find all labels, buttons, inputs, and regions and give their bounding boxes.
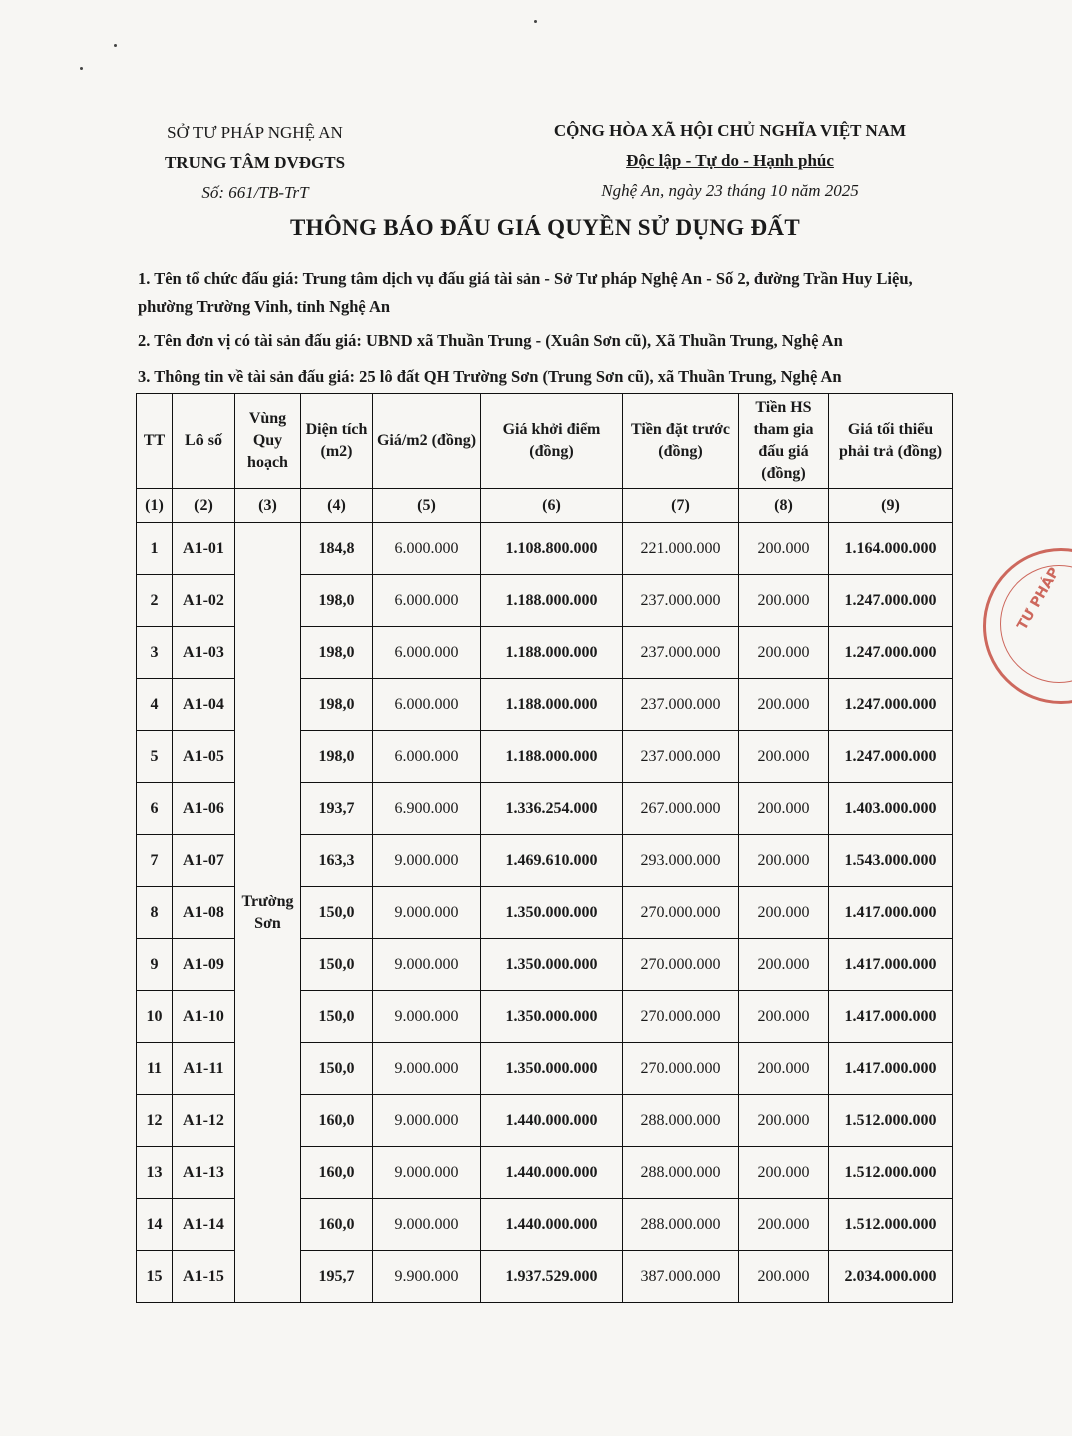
col-number: (4): [301, 489, 373, 523]
cell-fee: 200.000: [739, 783, 829, 835]
cell-min-pay: 1.417.000.000: [829, 939, 953, 991]
cell-fee: 200.000: [739, 1095, 829, 1147]
cell-lot: A1-15: [173, 1251, 235, 1303]
cell-area: 150,0: [301, 991, 373, 1043]
cell-lot: A1-08: [173, 887, 235, 939]
header-right: [500, 116, 960, 206]
cell-fee: 200.000: [739, 835, 829, 887]
paragraph-asset-info: 3. Thông tin về tài sản đấu giá: 25 lô đất QH Trường Sơn (Trung Sơn cũ), xã Thuần Trung, Nghệ An: [138, 367, 842, 386]
cell-start-price: 1.350.000.000: [481, 991, 623, 1043]
cell-deposit: 270.000.000: [623, 887, 739, 939]
cell-area: 150,0: [301, 887, 373, 939]
cell-tt: 10: [137, 991, 173, 1043]
cell-fee: 200.000: [739, 679, 829, 731]
table-row: [137, 523, 953, 575]
col-number: (8): [739, 489, 829, 523]
header-left: [135, 118, 375, 208]
header-area: Diện tích (m2): [301, 394, 373, 489]
cell-price-m2: 9.000.000: [373, 1147, 481, 1199]
col-number: (2): [173, 489, 235, 523]
official-stamp: [983, 548, 1072, 704]
cell-tt: 5: [137, 731, 173, 783]
cell-min-pay: 1.247.000.000: [829, 731, 953, 783]
cell-zone: Trường Sơn: [235, 523, 301, 1303]
cell-start-price: 1.108.800.000: [481, 523, 623, 575]
cell-min-pay: 1.512.000.000: [829, 1199, 953, 1251]
scan-speck: [114, 44, 117, 47]
cell-deposit: 387.000.000: [623, 1251, 739, 1303]
cell-lot: A1-07: [173, 835, 235, 887]
document-number: Số: 661/TB-TrT: [201, 183, 309, 202]
cell-lot: A1-05: [173, 731, 235, 783]
cell-start-price: 1.937.529.000: [481, 1251, 623, 1303]
cell-start-price: 1.188.000.000: [481, 575, 623, 627]
cell-start-price: 1.350.000.000: [481, 1043, 623, 1095]
national-motto: Độc lập - Tự do - Hạnh phúc: [626, 151, 834, 170]
cell-deposit: 237.000.000: [623, 731, 739, 783]
cell-lot: A1-14: [173, 1199, 235, 1251]
cell-price-m2: 9.900.000: [373, 1251, 481, 1303]
cell-lot: A1-04: [173, 679, 235, 731]
cell-tt: 12: [137, 1095, 173, 1147]
cell-tt: 14: [137, 1199, 173, 1251]
cell-area: 198,0: [301, 731, 373, 783]
cell-start-price: 1.188.000.000: [481, 731, 623, 783]
header-min-pay: Giá tối thiểu phải trả (đồng): [829, 394, 953, 489]
cell-area: 163,3: [301, 835, 373, 887]
col-number: (7): [623, 489, 739, 523]
cell-price-m2: 6.000.000: [373, 731, 481, 783]
header-fee: Tiền HS tham gia đấu giá (đồng): [739, 394, 829, 489]
column-number-row: [137, 489, 953, 523]
cell-fee: 200.000: [739, 1043, 829, 1095]
cell-min-pay: 1.164.000.000: [829, 523, 953, 575]
cell-deposit: 237.000.000: [623, 627, 739, 679]
cell-area: 193,7: [301, 783, 373, 835]
cell-deposit: 270.000.000: [623, 939, 739, 991]
cell-lot: A1-02: [173, 575, 235, 627]
cell-min-pay: 1.417.000.000: [829, 887, 953, 939]
cell-deposit: 237.000.000: [623, 679, 739, 731]
cell-area: 198,0: [301, 679, 373, 731]
cell-min-pay: 1.543.000.000: [829, 835, 953, 887]
col-number: (9): [829, 489, 953, 523]
cell-lot: A1-10: [173, 991, 235, 1043]
cell-start-price: 1.188.000.000: [481, 679, 623, 731]
cell-price-m2: 9.000.000: [373, 939, 481, 991]
cell-min-pay: 1.247.000.000: [829, 627, 953, 679]
cell-fee: 200.000: [739, 523, 829, 575]
cell-price-m2: 9.000.000: [373, 1095, 481, 1147]
cell-start-price: 1.350.000.000: [481, 939, 623, 991]
cell-min-pay: 1.512.000.000: [829, 1095, 953, 1147]
stamp-inner-ring: [1000, 565, 1072, 683]
table-header-row: [137, 394, 953, 489]
auction-table: [136, 393, 953, 1303]
cell-area: 150,0: [301, 1043, 373, 1095]
cell-lot: A1-09: [173, 939, 235, 991]
col-number: (1): [137, 489, 173, 523]
cell-tt: 11: [137, 1043, 173, 1095]
cell-deposit: 237.000.000: [623, 575, 739, 627]
cell-fee: 200.000: [739, 731, 829, 783]
scan-speck: [80, 67, 83, 70]
cell-tt: 15: [137, 1251, 173, 1303]
cell-start-price: 1.440.000.000: [481, 1147, 623, 1199]
cell-start-price: 1.469.610.000: [481, 835, 623, 887]
cell-price-m2: 9.000.000: [373, 1043, 481, 1095]
stamp-text: TƯ PHÁP: [1014, 565, 1063, 633]
cell-tt: 8: [137, 887, 173, 939]
cell-tt: 2: [137, 575, 173, 627]
cell-tt: 13: [137, 1147, 173, 1199]
cell-price-m2: 9.000.000: [373, 835, 481, 887]
cell-area: 160,0: [301, 1095, 373, 1147]
cell-fee: 200.000: [739, 1147, 829, 1199]
cell-area: 198,0: [301, 575, 373, 627]
cell-deposit: 288.000.000: [623, 1199, 739, 1251]
cell-deposit: 288.000.000: [623, 1095, 739, 1147]
cell-tt: 7: [137, 835, 173, 887]
cell-min-pay: 1.417.000.000: [829, 1043, 953, 1095]
cell-price-m2: 6.000.000: [373, 627, 481, 679]
cell-area: 195,7: [301, 1251, 373, 1303]
cell-area: 160,0: [301, 1147, 373, 1199]
col-number: (3): [235, 489, 301, 523]
national-title: CỘNG HÒA XÃ HỘI CHỦ NGHĨA VIỆT NAM: [553, 121, 907, 140]
cell-lot: A1-03: [173, 627, 235, 679]
paragraph-asset-owner: 2. Tên đơn vị có tài sản đấu giá: UBND xã Thuần Trung - (Xuân Sơn cũ), Xã Thuần Trung, Nghệ An: [138, 331, 843, 350]
cell-deposit: 293.000.000: [623, 835, 739, 887]
cell-lot: A1-13: [173, 1147, 235, 1199]
cell-lot: A1-06: [173, 783, 235, 835]
header-deposit: Tiền đặt trước (đồng): [623, 394, 739, 489]
cell-price-m2: 6.000.000: [373, 679, 481, 731]
cell-min-pay: 1.417.000.000: [829, 991, 953, 1043]
center-name: TRUNG TÂM DVĐGTS: [164, 153, 346, 172]
cell-tt: 6: [137, 783, 173, 835]
cell-deposit: 270.000.000: [623, 991, 739, 1043]
document-title: THÔNG BÁO ĐẤU GIÁ QUYỀN SỬ DỤNG ĐẤT: [290, 215, 800, 240]
cell-area: 160,0: [301, 1199, 373, 1251]
header-tt: TT: [137, 394, 173, 489]
cell-deposit: 288.000.000: [623, 1147, 739, 1199]
cell-min-pay: 1.247.000.000: [829, 575, 953, 627]
cell-deposit: 270.000.000: [623, 1043, 739, 1095]
header-zone: Vùng Quy hoạch: [235, 394, 301, 489]
document-date: Nghệ An, ngày 23 tháng 10 năm 2025: [601, 181, 859, 200]
cell-tt: 3: [137, 627, 173, 679]
cell-min-pay: 2.034.000.000: [829, 1251, 953, 1303]
header-price-m2: Giá/m2 (đồng): [373, 394, 481, 489]
cell-lot: A1-11: [173, 1043, 235, 1095]
cell-min-pay: 1.512.000.000: [829, 1147, 953, 1199]
ministry-name: SỞ TƯ PHÁP NGHỆ AN: [167, 123, 343, 142]
cell-fee: 200.000: [739, 991, 829, 1043]
cell-price-m2: 9.000.000: [373, 1199, 481, 1251]
cell-min-pay: 1.403.000.000: [829, 783, 953, 835]
cell-area: 184,8: [301, 523, 373, 575]
cell-price-m2: 9.000.000: [373, 887, 481, 939]
cell-fee: 200.000: [739, 939, 829, 991]
cell-min-pay: 1.247.000.000: [829, 679, 953, 731]
scan-speck: [534, 20, 537, 23]
cell-area: 150,0: [301, 939, 373, 991]
cell-deposit: 221.000.000: [623, 523, 739, 575]
cell-price-m2: 9.000.000: [373, 991, 481, 1043]
cell-start-price: 1.336.254.000: [481, 783, 623, 835]
cell-fee: 200.000: [739, 575, 829, 627]
col-number: (6): [481, 489, 623, 523]
cell-lot: A1-01: [173, 523, 235, 575]
cell-tt: 9: [137, 939, 173, 991]
col-number: (5): [373, 489, 481, 523]
cell-deposit: 267.000.000: [623, 783, 739, 835]
cell-tt: 1: [137, 523, 173, 575]
cell-lot: A1-12: [173, 1095, 235, 1147]
cell-start-price: 1.350.000.000: [481, 887, 623, 939]
cell-price-m2: 6.000.000: [373, 575, 481, 627]
cell-price-m2: 6.900.000: [373, 783, 481, 835]
header-lot: Lô số: [173, 394, 235, 489]
header-start-price: Giá khởi điểm (đồng): [481, 394, 623, 489]
cell-tt: 4: [137, 679, 173, 731]
cell-start-price: 1.440.000.000: [481, 1199, 623, 1251]
cell-fee: 200.000: [739, 887, 829, 939]
cell-fee: 200.000: [739, 627, 829, 679]
cell-price-m2: 6.000.000: [373, 523, 481, 575]
paragraph-organizer: 1. Tên tổ chức đấu giá: Trung tâm dịch vụ đấu giá tài sản - Sở Tư pháp Nghệ An - Số 2, đường Trần Huy Liệu, phường Trường Vinh, tỉnh Nghệ An: [138, 269, 913, 316]
cell-fee: 200.000: [739, 1199, 829, 1251]
cell-area: 198,0: [301, 627, 373, 679]
cell-fee: 200.000: [739, 1251, 829, 1303]
cell-start-price: 1.440.000.000: [481, 1095, 623, 1147]
cell-start-price: 1.188.000.000: [481, 627, 623, 679]
